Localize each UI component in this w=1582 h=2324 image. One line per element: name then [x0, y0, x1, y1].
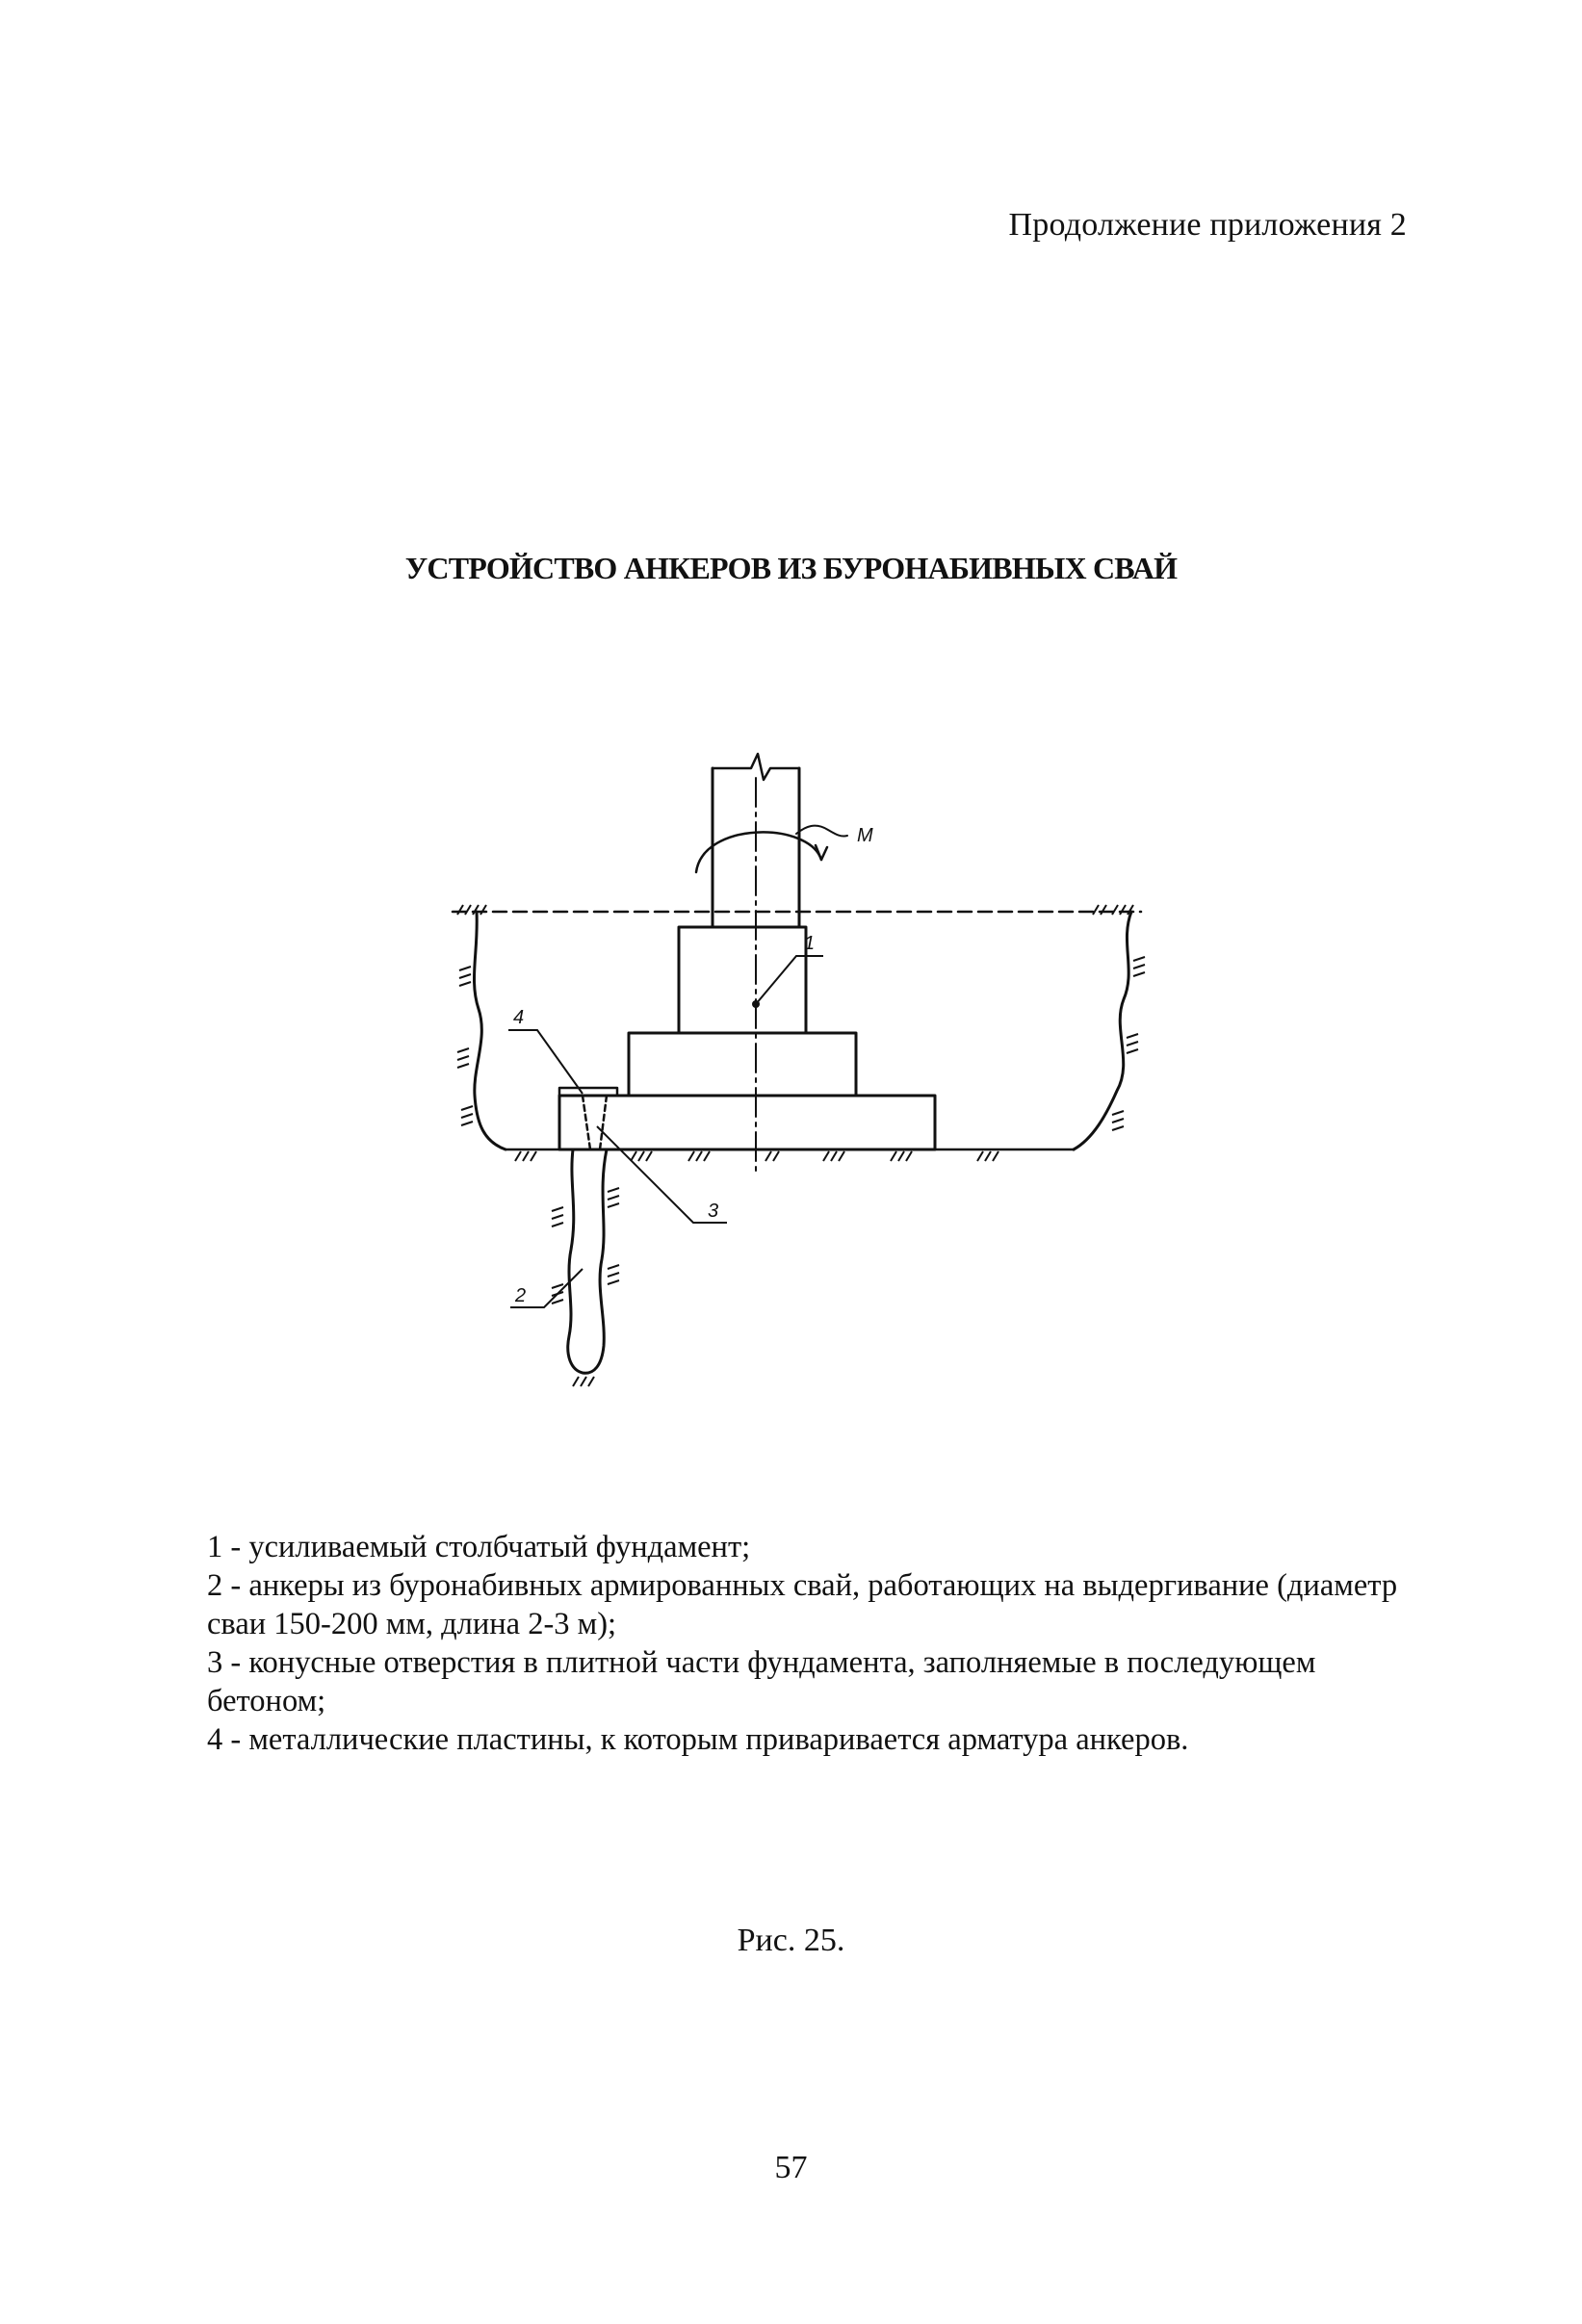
foundation-step-top	[679, 927, 806, 1033]
anchor-pile	[568, 1149, 607, 1373]
label-item-3: 3	[708, 1201, 719, 1222]
leader-lines	[508, 956, 823, 1307]
page-title: УСТРОЙСТВО АНКЕРОВ ИЗ БУРОНАБИВНЫХ СВАЙ	[404, 551, 1178, 585]
cone-hole-left	[583, 1096, 590, 1149]
moment-arrow	[816, 845, 827, 860]
anchor-pile-drawing	[438, 730, 1170, 1461]
moment-leader	[796, 826, 847, 837]
drawing-svg	[438, 730, 1170, 1461]
legend-item-2: 2 - анкеры из буронабивных армированных свай, работающих на выдергивание (диаметр сваи 150-200 мм, длина 2-3 м);	[207, 1568, 1398, 1641]
excavation-right-wall	[1074, 912, 1131, 1149]
label-moment: M	[857, 825, 873, 846]
foundation-slab	[559, 1096, 935, 1149]
metal-plate	[559, 1088, 617, 1096]
label-item-1: 1	[804, 933, 816, 954]
legend-item-3: 3 - конусные отверстия в плитной части фундамента, заполняемые в последующем бетоном;	[207, 1645, 1316, 1718]
label-item-4: 4	[513, 1007, 525, 1028]
legend-item-1: 1 - усиливаемый столбчатый фундамент;	[207, 1530, 751, 1564]
cone-hole-right	[600, 1096, 607, 1149]
legend-item-4: 4 - металлические пластины, к которым приваривается арматура анкеров.	[207, 1722, 1189, 1757]
legend-list	[207, 1528, 1420, 1759]
column-break-mark	[713, 754, 799, 780]
page-number: 57	[774, 2150, 808, 2185]
foundation-step-middle	[629, 1033, 856, 1096]
continuation-header: Продолжение приложения 2	[1008, 207, 1407, 243]
moment-arc	[696, 832, 821, 872]
figure-caption: Рис. 25.	[737, 1923, 845, 1958]
leader-1	[756, 956, 823, 1004]
excavation-left-wall	[474, 912, 506, 1149]
label-item-2: 2	[515, 1285, 527, 1306]
leader-4	[508, 1030, 583, 1094]
